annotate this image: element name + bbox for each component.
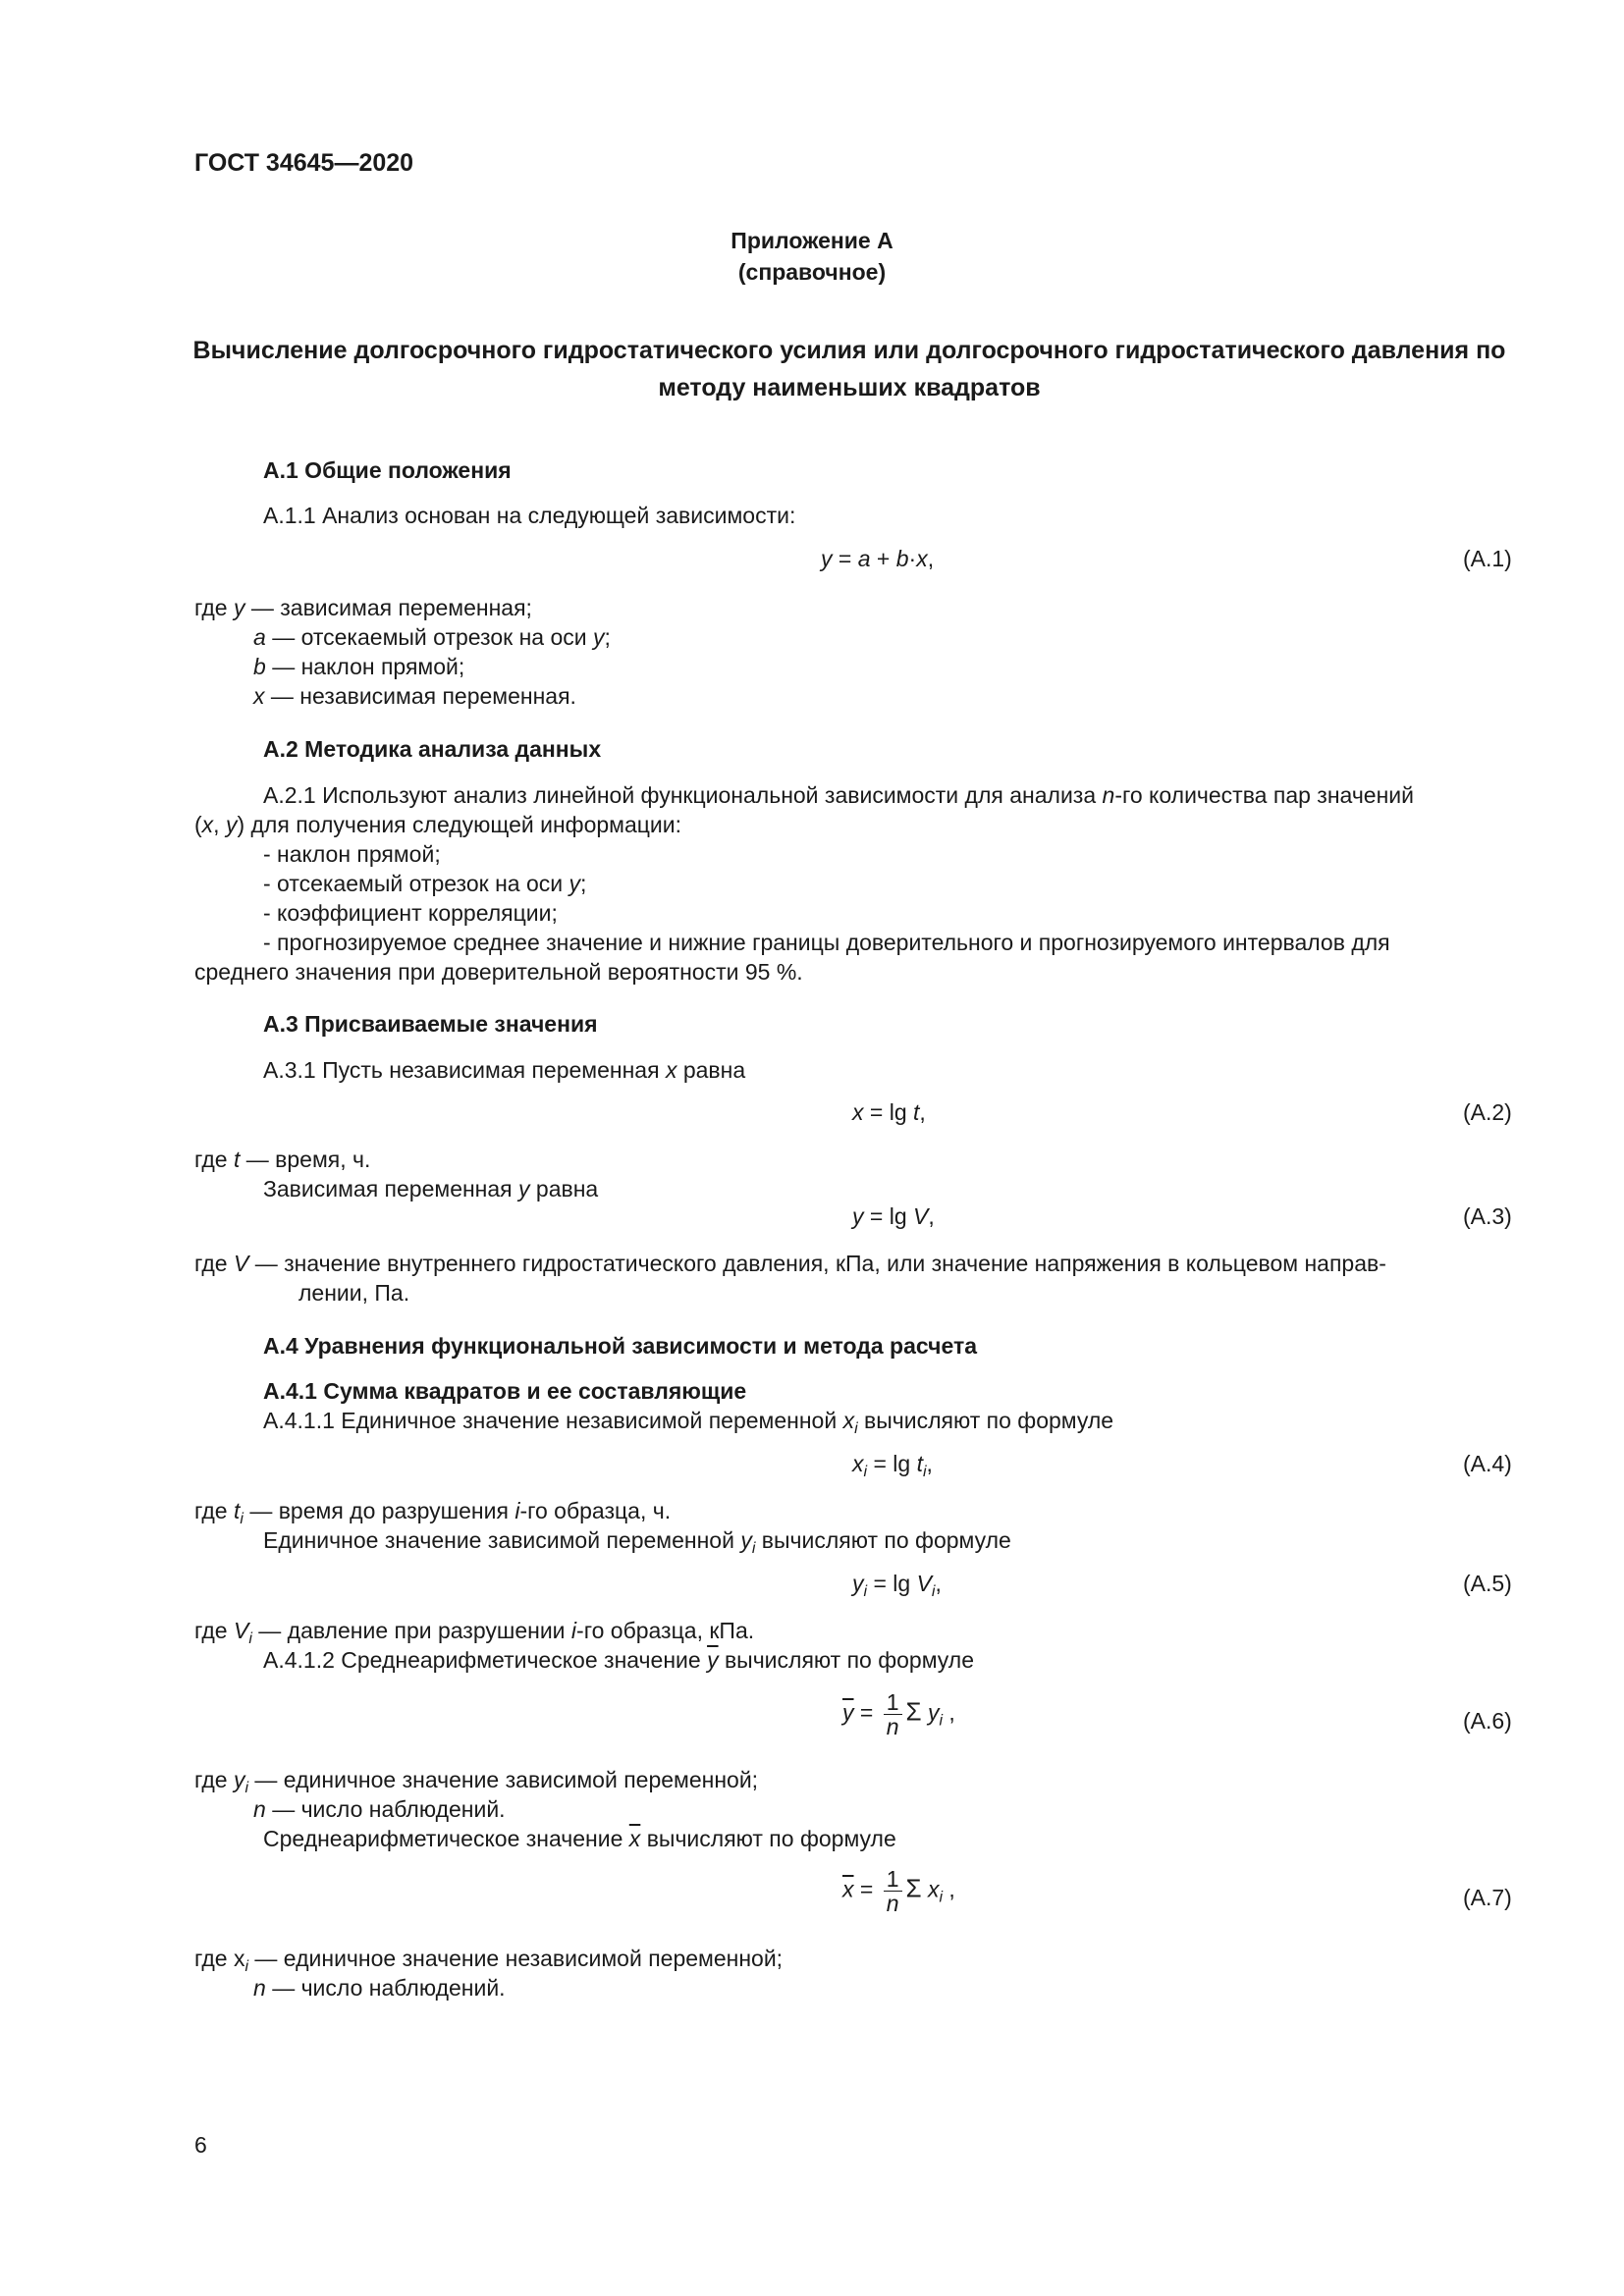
document-header: ГОСТ 34645—2020 (194, 149, 414, 177)
def-n2: n — число наблюдений. (253, 1975, 506, 2001)
equation-a5: $y_i = \lg V_i$, (852, 1571, 942, 1600)
appendix-label: Приложение А (731, 228, 893, 253)
para-a4-1-2: А.4.1.2 Среднеарифметическое значение $\overline{y}$ вычисляют по формуле (263, 1647, 974, 1673)
def-V: где V — значение внутреннего гидростатического давления, кПа, или значение напряжения в кольцевом направ- (194, 1251, 1386, 1276)
def-t: где t — время, ч. (194, 1147, 371, 1172)
appendix-type: (справочное) (737, 259, 887, 285)
section-a4-1-heading: А.4.1 Сумма квадратов и ее составляющие (263, 1378, 747, 1404)
def-yi: где $y_i$ — единичное значение зависимой переменной; (194, 1767, 759, 1796)
list-item: - отсекаемый отрезок на оси y; (263, 871, 587, 896)
list-item: - прогнозируемое среднее значение и нижние границы доверительного и прогнозируемого интервалов для (263, 930, 1390, 955)
list-item: - коэффициент корреляции; (263, 900, 558, 926)
equation-a4-number: (А.4) (1463, 1451, 1512, 1476)
para-a1-1: А.1.1 Анализ основан на следующей зависимости: (263, 503, 796, 528)
equation-a1: y = a + b·x, (821, 546, 935, 571)
para-a4-1-2b: Среднеарифметическое значение $\overline{x}$ вычисляют по формуле (263, 1826, 896, 1851)
section-a1-heading: А.1 Общие положения (263, 457, 512, 483)
para-a3-1: А.3.1 Пусть независимая переменная x равна (263, 1057, 746, 1083)
section-a4-heading: А.4 Уравнения функциональной зависимости и метода расчета (263, 1333, 977, 1359)
def-a: a — отсекаемый отрезок на оси y; (253, 624, 611, 650)
equation-a6-number: (А.6) (1463, 1708, 1512, 1734)
equation-a5-number: (А.5) (1463, 1571, 1512, 1596)
appendix-title: Вычисление долгосрочного гидростатического усилия или долгосрочного гидростатического давления по методу наименьших квадратов (192, 337, 1506, 401)
def-ti: где $t_i$ — время до разрушения i-го образца, ч. (194, 1498, 672, 1527)
def-V-cont: лении, Па. (298, 1280, 410, 1306)
equation-a3-number: (А.3) (1463, 1203, 1512, 1229)
page-number: 6 (194, 2132, 207, 2158)
def-b: b — наклон прямой; (253, 654, 465, 679)
para-a2-1-cont: (x, y) для получения следующей информации: (194, 812, 682, 837)
def-Vi: где $V_i$ — давление при разрушении i-го образца, кПа. (194, 1618, 755, 1647)
equation-a7: $\overline{x}$ = $\frac{1}{n}$ Σ $x_i$ , (842, 1866, 955, 1916)
equation-a6: $\overline{y}$ = $\frac{1}{n}$ Σ $y_i$ , (842, 1689, 955, 1739)
para-a2-2: среднего значения при доверительной вероятности 95 %. (194, 959, 803, 985)
equation-a2: x = lg t, (852, 1099, 926, 1125)
equation-a7-number: (А.7) (1463, 1885, 1512, 1910)
para-a4-1-1: А.4.1.1 Единичное значение независимой переменной $x_i$ вычисляют по формуле (263, 1408, 1114, 1437)
def-x: x — независимая переменная. (253, 683, 576, 709)
def-xi: где $x_i$ — единичное значение независимой переменной; (194, 1946, 784, 1975)
para-a4-1-1b: Единичное значение зависимой переменной $y_i$ вычисляют по формуле (263, 1527, 1011, 1557)
section-a2-heading: А.2 Методика анализа данных (263, 736, 602, 762)
equation-a3: y = lg V, (852, 1203, 935, 1229)
list-item: - наклон прямой; (263, 841, 441, 867)
para-a3-2: Зависимая переменная y равна (263, 1176, 599, 1201)
equation-a1-number: (А.1) (1463, 546, 1512, 571)
equation-a4: $x_i = \lg t_i$, (852, 1451, 933, 1480)
section-a3-heading: А.3 Присваиваемые значения (263, 1011, 598, 1037)
def-y: где y — зависимая переменная; (194, 595, 532, 620)
def-n: n — число наблюдений. (253, 1796, 506, 1822)
para-a2-1: А.2.1 Используют анализ линейной функциональной зависимости для анализа n-го количества пар значений (263, 782, 1414, 808)
equation-a2-number: (А.2) (1463, 1099, 1512, 1125)
